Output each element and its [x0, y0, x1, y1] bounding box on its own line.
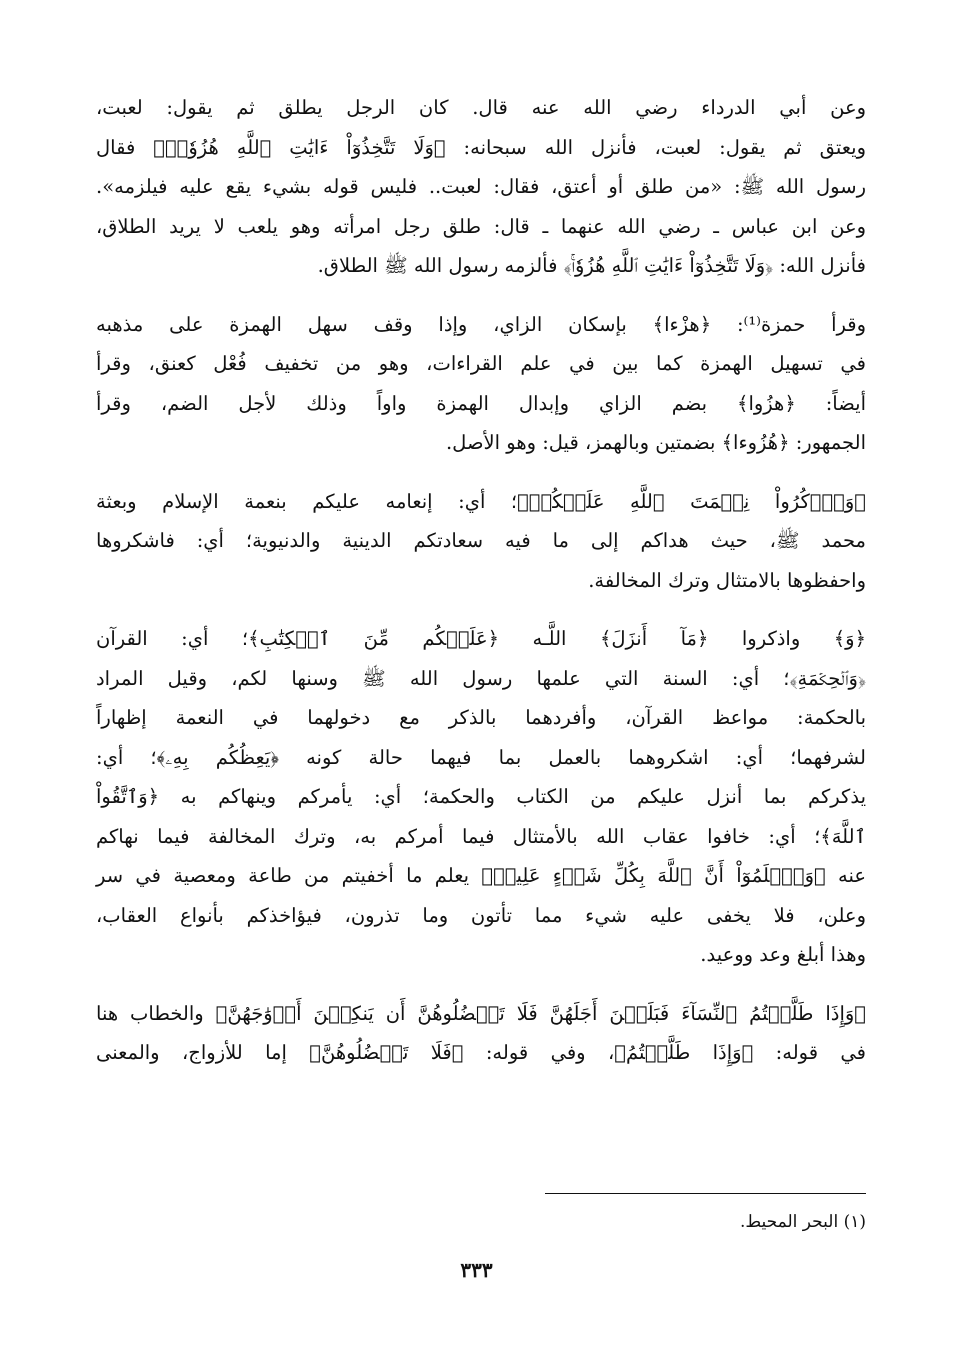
- text-line: أيضاً: ﴿هزُوا﴾ بضم الزاي وإبدال الهمزة واواً وذلك لأجل الضم، وقرأ: [96, 391, 866, 415]
- page-body: [96, 88, 866, 1092]
- paragraph-5: [96, 994, 866, 1073]
- text-line: الجمهور: ﴿هُزُوءا﴾ بضمتين وبالهمز، قيل: وهو الأصل.: [445, 431, 866, 454]
- text-line: وعن ابن عباس ـ رضي الله عنهما ـ قال: طلق رجل امرأته وهو يلعب لا يريد الطلاق،: [96, 214, 866, 238]
- text-line: يذكركم بما أنزل عليكم من الكتاب والحكمة؛ أي: يأمركم وينهاكم به ﴿وَٱتَّقُواْ: [96, 785, 866, 808]
- paragraph-1: [96, 88, 866, 286]
- text-line: وعن أبي الدرداء رضي الله عنه قال. كان الرجل يطلق ثم يقول: لعبت،: [96, 96, 866, 119]
- text-line: في تسهيل الهمزة كما بين في علم القراءات، وهو من تخفيف فُعْل كعنق، وقرأ: [96, 352, 866, 375]
- text-line: ﴿وَإِذَا طَلَّقۡتُمُ ٱلنِّسَآءَ فَبَلَغۡنَ أَجَلَهُنَّ فَلَا تَعۡضُلُوهُنَّ أَن يَنكِحۡنَ أَزۡوَٰجَهُنَّ﴾ والخطاب هنا: [96, 1001, 866, 1025]
- text-line: وعلن، فلا يخفى عليه شيء مما تأتون وما تذرون، فيؤاخذكم بأنواع العقاب،: [96, 903, 866, 927]
- text-line: ﴿وَٱذۡكُرُواْ نِعۡمَتَ ٱللَّهِ عَلَيۡكُمۡ﴾؛ أي: إنعامه عليكم بنعمة الإسلام وبعثة: [96, 489, 866, 513]
- text-line: عنه ﴿وَٱعۡلَمُوٓاْ أَنَّ ٱللَّهَ بِكُلِّ شَيۡءٍ عَلِيمٞ﴾ يعلم ما أخفيتم من طاعة ومعصية في سر: [96, 864, 866, 887]
- text-line: محمد ﷺ، حيث هداكم إلى ما فيه سعادتكم الدينية والدنيوية؛ أي: فاشكروها: [96, 529, 866, 552]
- text-line: وهذا أبلغ وعد ووعيد.: [700, 943, 866, 966]
- text-line: رسول الله ﷺ: «من طلق أو أعتق، فقال: لعبت.. فليس قوله بشيء يقع عليه فيلزمه».: [96, 175, 866, 198]
- paragraph-3: [96, 482, 866, 601]
- text-line: لشرفهما؛ أي: اشكروهما بالعمل بما فيهما حالة كونه ﴿يَعِظُكُم بِهِۦ﴾؛ أي:: [96, 745, 866, 769]
- paragraph-4: [96, 619, 866, 975]
- text-line: في قوله: ﴿وَإِذَا طَلَّقۡتُمُ﴾، وفي قوله: ﴿فَلَا تَعۡضُلُوهُنَّ﴾ إما للأزواج، والمعنى: [96, 1041, 866, 1064]
- text-line: ﴿وَٱلۡحِكۡمَةِ﴾؛ أي: السنة التي علمها رسول الله ﷺ وسنها لكم، وقيل المراد: [96, 666, 866, 690]
- text-line: وقرأ حمزة⁽¹⁾: ﴿هزْءا﴾ بإسكان الزاي، وإذا وقف سهل الهمزة على مذهبه: [96, 312, 866, 336]
- text-line: فأنزل الله: ﴿وَلَا تَتَّخِذُوٓاْ ءَايَٰتِ ٱللَّهِ هُزُوٗاۚ﴾ فألزمه رسول الله ﷺ الطلاق.: [317, 254, 866, 277]
- footnote-divider: [545, 1193, 866, 1194]
- text-line: بالحكمة: مواعظ القرآن، وأفردهما بالذكر مع دخولهما في النعمة إظهاراً: [96, 706, 866, 729]
- paragraph-2: [96, 305, 866, 463]
- text-line: ﴿وَ﴾ واذكروا ﴿مَآ أَنزَلَ﴾ اللَّـه ﴿عَلَيۡكُم مِّنَ ٱلۡكِتَٰبِ﴾؛ أي: القرآن: [96, 627, 866, 650]
- footnote: (١) البحر المحيط.: [740, 1212, 866, 1232]
- text-line: ويعتق ثم يقول: لعبت، فأنزل الله سبحانه: ﴿وَلَا تَتَّخِذُوٓاْ ءَايَٰتِ ٱللَّهِ هُزُوٗاۚ﴾ فقال: [96, 135, 866, 159]
- text-line: ٱللَّهَ﴾؛ أي: خافوا عقاب الله بالأمتثال فيما أمركم به، وترك المخالفة فيما نهاكم: [96, 824, 866, 848]
- page-number: ٣٣٣: [460, 1258, 493, 1282]
- text-line: واحفظوها بالامتثال وترك المخالفة.: [588, 568, 866, 592]
